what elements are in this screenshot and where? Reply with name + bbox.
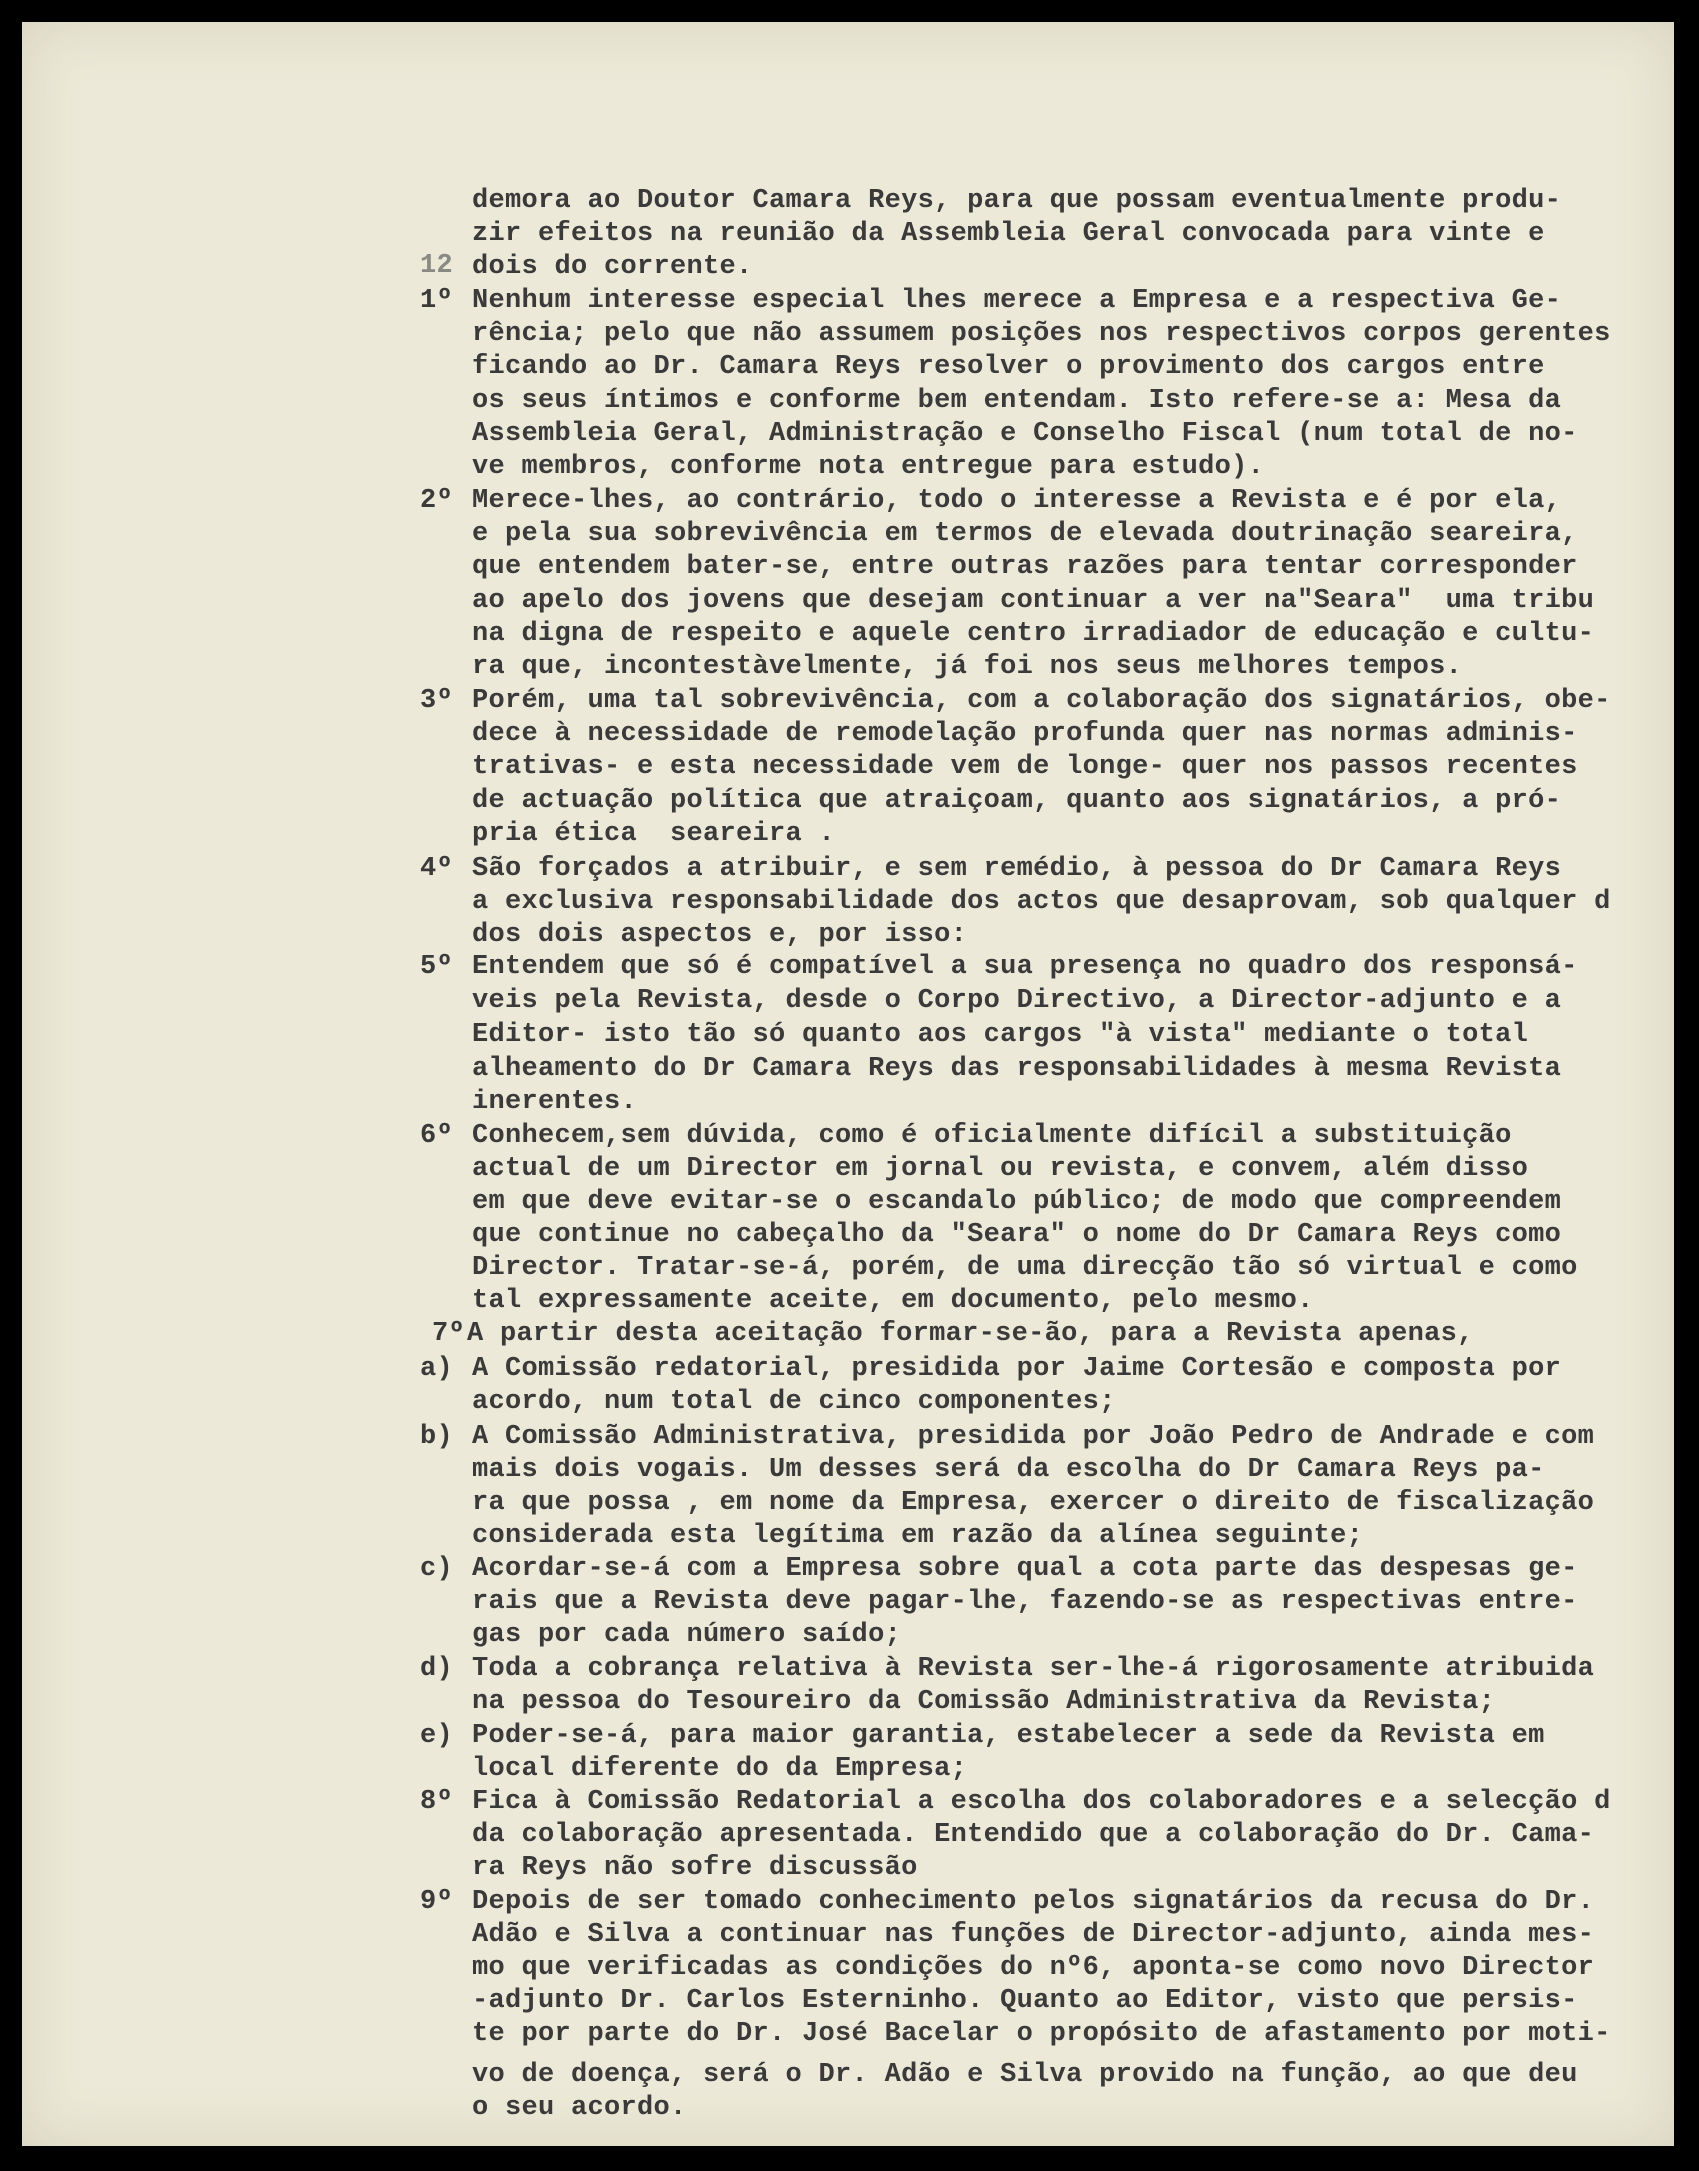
text-line: mais dois vogais. Um desses será da escolha do Dr Camara Reys pa- xyxy=(472,1455,1545,1485)
text-line: de actuação política que atraiçoam, quanto aos signatários, a pró- xyxy=(472,786,1562,816)
text-line: e pela sua sobrevivência em termos de elevada doutrinação seareira, xyxy=(472,519,1578,549)
text-line: Depois de ser tomado conhecimento pelos signatários da recusa do Dr. xyxy=(472,1887,1595,1917)
text-line: em que deve evitar-se o escandalo público; de modo que compreendem xyxy=(472,1187,1562,1217)
item-marker: 9º xyxy=(420,1887,454,1917)
text-line: Entendem que só é compatível a sua presença no quadro dos responsá- xyxy=(472,952,1578,982)
text-line: Assembleia Geral, Administração e Conselho Fiscal (num total de no- xyxy=(472,419,1578,449)
item-marker: 8º xyxy=(420,1787,454,1817)
text-line: Conhecem,sem dúvida, como é oficialmente difícil a substituição xyxy=(472,1121,1512,1151)
text-line: Nenhum interesse especial lhes merece a Empresa e a respectiva Ge- xyxy=(472,286,1562,316)
text-line: ra que, incontestàvelmente, já foi nos seus melhores tempos. xyxy=(472,652,1463,682)
text-line: rais que a Revista deve pagar-lhe, fazendo-se as respectivas entre- xyxy=(472,1587,1578,1617)
text-line: ao apelo dos jovens que desejam continuar a ver na"Seara" uma tribu xyxy=(472,586,1595,616)
text-line: zir efeitos na reunião da Assembleia Geral convocada para vinte e xyxy=(472,219,1545,249)
text-line: Merece-lhes, ao contrário, todo o interesse a Revista e é por ela, xyxy=(472,486,1562,516)
item-marker: 4º xyxy=(420,854,454,884)
item-marker: 5º xyxy=(420,952,454,982)
margin-note-faint: 12 xyxy=(420,251,454,281)
text-line: Director. Tratar-se-á, porém, de uma direcção tão só virtual e como xyxy=(472,1253,1578,1283)
text-line: que entendem bater-se, entre outras razões para tentar corresponder xyxy=(472,552,1578,582)
text-line: dois do corrente. xyxy=(472,252,753,282)
text-line: alheamento do Dr Camara Reys das responsabilidades à mesma Revista xyxy=(472,1054,1562,1084)
text-line: actual de um Director em jornal ou revista, e convem, além disso xyxy=(472,1154,1529,1184)
text-line: acordo, num total de cinco componentes; xyxy=(472,1387,1116,1417)
item-marker: c) xyxy=(420,1554,454,1584)
text-line: Acordar-se-á com a Empresa sobre qual a cota parte das despesas ge- xyxy=(472,1554,1578,1584)
text-line: Editor- isto tão só quanto aos cargos "à vista" mediante o total xyxy=(472,1020,1529,1050)
text-line: A Comissão redatorial, presidida por Jaime Cortesão e composta por xyxy=(472,1354,1562,1384)
text-line: ficando ao Dr. Camara Reys resolver o provimento dos cargos entre xyxy=(472,352,1545,382)
text-line: na pessoa do Tesoureiro da Comissão Administrativa da Revista; xyxy=(472,1687,1496,1717)
text-line: ra que possa , em nome da Empresa, exercer o direito de fiscalização xyxy=(472,1488,1595,1518)
text-line: Toda a cobrança relativa à Revista ser-lhe-á rigorosamente atribuida xyxy=(472,1654,1595,1684)
text-line: os seus íntimos e conforme bem entendam. Isto refere-se a: Mesa da xyxy=(472,386,1562,416)
item-marker: 6º xyxy=(420,1121,454,1151)
text-line: na digna de respeito e aquele centro irradiador de educação e cultu- xyxy=(472,619,1595,649)
text-line: Adão e Silva a continuar nas funções de Director-adjunto, ainda mes- xyxy=(472,1920,1595,1950)
text-line: trativas- e esta necessidade vem de longe- quer nos passos recentes xyxy=(472,752,1578,782)
text-line: que continue no cabeçalho da "Seara" o nome do Dr Camara Reys como xyxy=(472,1220,1562,1250)
text-line: inerentes. xyxy=(472,1087,638,1117)
text-line: o seu acordo. xyxy=(472,2093,687,2123)
text-line: da colaboração apresentada. Entendido que a colaboração do Dr. Cama- xyxy=(472,1820,1595,1850)
text-line: vo de doença, será o Dr. Adão e Silva provido na função, ao que deu xyxy=(472,2060,1578,2090)
text-line: gas por cada número saído; xyxy=(472,1620,902,1650)
text-line: veis pela Revista, desde o Corpo Directivo, a Director-adjunto e a xyxy=(472,986,1562,1016)
text-line: dos dois aspectos e, por isso: xyxy=(472,920,968,950)
text-line: demora ao Doutor Camara Reys, para que possam eventualmente produ- xyxy=(472,186,1562,216)
text-line: Poder-se-á, para maior garantia, estabelecer a sede da Revista em xyxy=(472,1721,1545,1751)
item-marker: e) xyxy=(420,1721,454,1751)
text-line: A Comissão Administrativa, presidida por João Pedro de Andrade e com xyxy=(472,1422,1595,1452)
text-line: te por parte do Dr. José Bacelar o propósito de afastamento por moti- xyxy=(472,2019,1611,2049)
item-marker: 1º xyxy=(420,286,454,316)
item-marker: a) xyxy=(420,1354,454,1384)
text-line: São forçados a atribuir, e sem remédio, à pessoa do Dr Camara Reys xyxy=(472,854,1562,884)
item-marker: b) xyxy=(420,1422,454,1452)
item-marker: 3º xyxy=(420,686,454,716)
document-page xyxy=(22,22,1674,2146)
text-line: pria ética seareira . xyxy=(472,819,836,849)
text-line: considerada esta legítima em razão da alínea seguinte; xyxy=(472,1521,1364,1551)
item-marker: 2º xyxy=(420,486,454,516)
text-line: dece à necessidade de remodelação profunda quer nas normas adminis- xyxy=(472,719,1578,749)
item-marker: 7º xyxy=(432,1319,466,1349)
text-line: ve membros, conforme nota entregue para estudo). xyxy=(472,452,1265,482)
item-marker: d) xyxy=(420,1654,454,1684)
text-line: rência; pelo que não assumem posições nos respectivos corpos gerentes xyxy=(472,319,1611,349)
text-line: tal expressamente aceite, em documento, pelo mesmo. xyxy=(472,1286,1314,1316)
text-line: local diferente do da Empresa; xyxy=(472,1754,968,1784)
text-line: -adjunto Dr. Carlos Esterninho. Quanto ao Editor, visto que persis- xyxy=(472,1986,1578,2016)
text-line: Fica à Comissão Redatorial a escolha dos colaboradores e a selecção d xyxy=(472,1787,1611,1817)
text-line: A partir desta aceitação formar-se-ão, para a Revista apenas, xyxy=(467,1319,1474,1349)
text-line: a exclusiva responsabilidade dos actos que desaprovam, sob qualquer d xyxy=(472,887,1611,917)
text-line: mo que verificadas as condições do nº6, aponta-se como novo Director xyxy=(472,1953,1595,1983)
text-line: ra Reys não sofre discussão xyxy=(472,1853,918,1883)
text-line: Porém, uma tal sobrevivência, com a colaboração dos signatários, obe- xyxy=(472,686,1611,716)
